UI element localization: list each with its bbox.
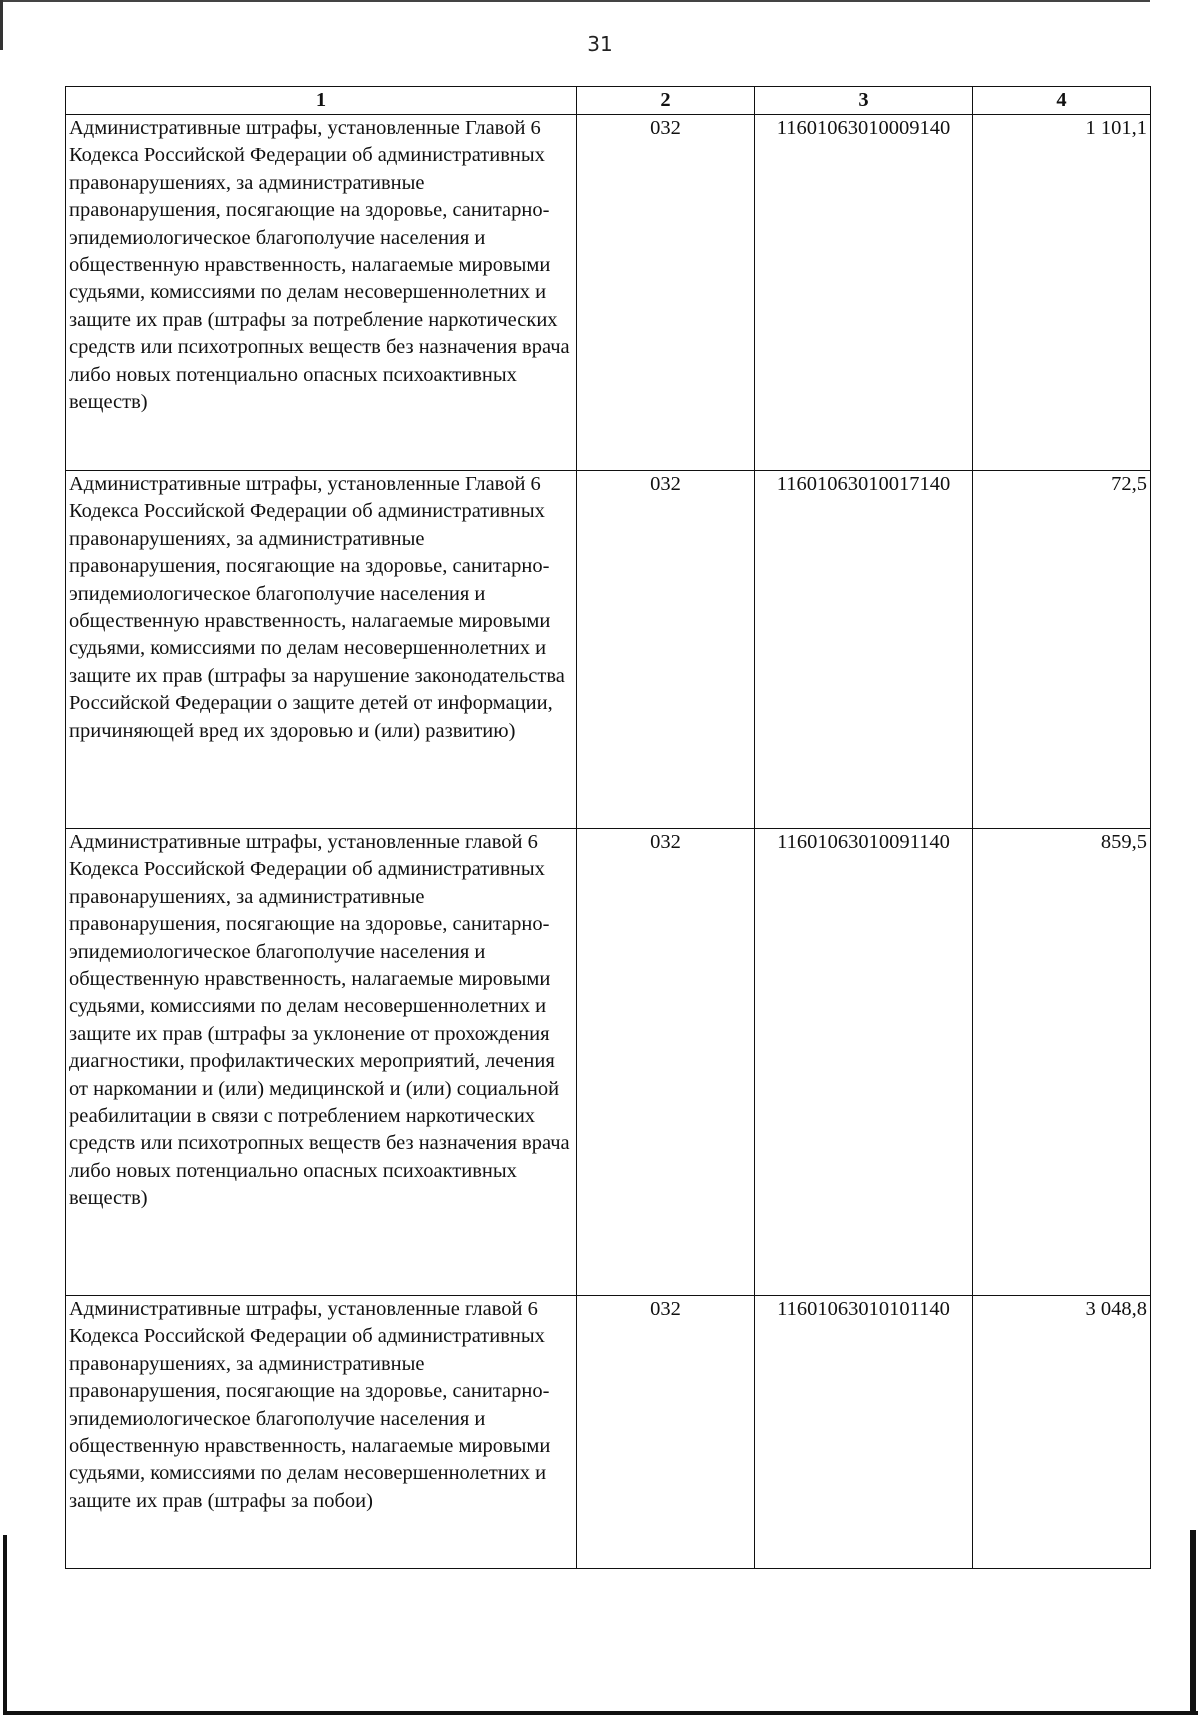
row-amount: 72,5 — [973, 471, 1151, 829]
row-admin-code: 032 — [577, 115, 755, 471]
row-amount: 859,5 — [973, 829, 1151, 1296]
scan-border-bottom — [3, 1711, 1198, 1715]
row-kbk-code: 11601063010101140 — [755, 1296, 973, 1569]
row-description: Административные штрафы, установленные главой 6 Кодекса Российской Федерации об административных правонарушениях, за административные правонарушения, посягающие на здоровье, санитарно-эпидемиологическое благополучие населения и общественную нравственность, налагаемые мировыми судьями, комиссиями по делам несовершеннолетних и защите их прав (штрафы за побои) — [66, 1296, 577, 1569]
column-header-2: 2 — [577, 87, 755, 115]
scan-border-top — [0, 0, 1150, 2]
column-header-3: 3 — [755, 87, 973, 115]
scan-border-right-bottom — [1190, 1530, 1196, 1715]
table-header-row — [66, 87, 1151, 115]
column-header-1: 1 — [66, 87, 577, 115]
column-header-4: 4 — [973, 87, 1151, 115]
row-description: Административные штрафы, установленные Главой 6 Кодекса Российской Федерации об административных правонарушениях, за административные правонарушения, посягающие на здоровье, санитарно-эпидемиологическое благополучие населения и общественную нравственность, налагаемые мировыми судьями, комиссиями по делам несовершеннолетних и защите их прав (штрафы за потребление наркотических средств или психотропных веществ без назначения врача либо новых потенциально опасных психоактивных веществ) — [66, 115, 577, 471]
row-amount: 1 101,1 — [973, 115, 1151, 471]
scan-border-left-bottom — [3, 1535, 7, 1715]
table-row — [66, 829, 1151, 1296]
table-row — [66, 115, 1151, 471]
row-kbk-code: 11601063010017140 — [755, 471, 973, 829]
table-row — [66, 471, 1151, 829]
table-row — [66, 1296, 1151, 1569]
row-kbk-code: 11601063010009140 — [755, 115, 973, 471]
page-number: 31 — [587, 32, 613, 56]
row-kbk-code: 11601063010091140 — [755, 829, 973, 1296]
row-admin-code: 032 — [577, 471, 755, 829]
row-description: Административные штрафы, установленные главой 6 Кодекса Российской Федерации об административных правонарушениях, за административные правонарушения, посягающие на здоровье, санитарно-эпидемиологическое благополучие населения и общественную нравственность, налагаемые мировыми судьями, комиссиями по делам несовершеннолетних и защите их прав (штрафы за уклонение от прохождения диагностики, профилактических мероприятий, лечения от наркомании и (или) медицинской и (или) социальной реабилитации в связи с потреблением наркотических средств или психотропных веществ без назначения врача либо новых потенциально опасных психоактивных веществ) — [66, 829, 577, 1296]
row-admin-code: 032 — [577, 829, 755, 1296]
row-amount: 3 048,8 — [973, 1296, 1151, 1569]
revenue-table — [65, 86, 1151, 1569]
row-admin-code: 032 — [577, 1296, 755, 1569]
row-description: Административные штрафы, установленные Главой 6 Кодекса Российской Федерации об административных правонарушениях, за административные правонарушения, посягающие на здоровье, санитарно-эпидемиологическое благополучие населения и общественную нравственность, налагаемые мировыми судьями, комиссиями по делам несовершеннолетних и защите их прав (штрафы за нарушение законодательства Российской Федерации о защите детей от информации, причиняющей вред их здоровью и (или) развитию) — [66, 471, 577, 829]
